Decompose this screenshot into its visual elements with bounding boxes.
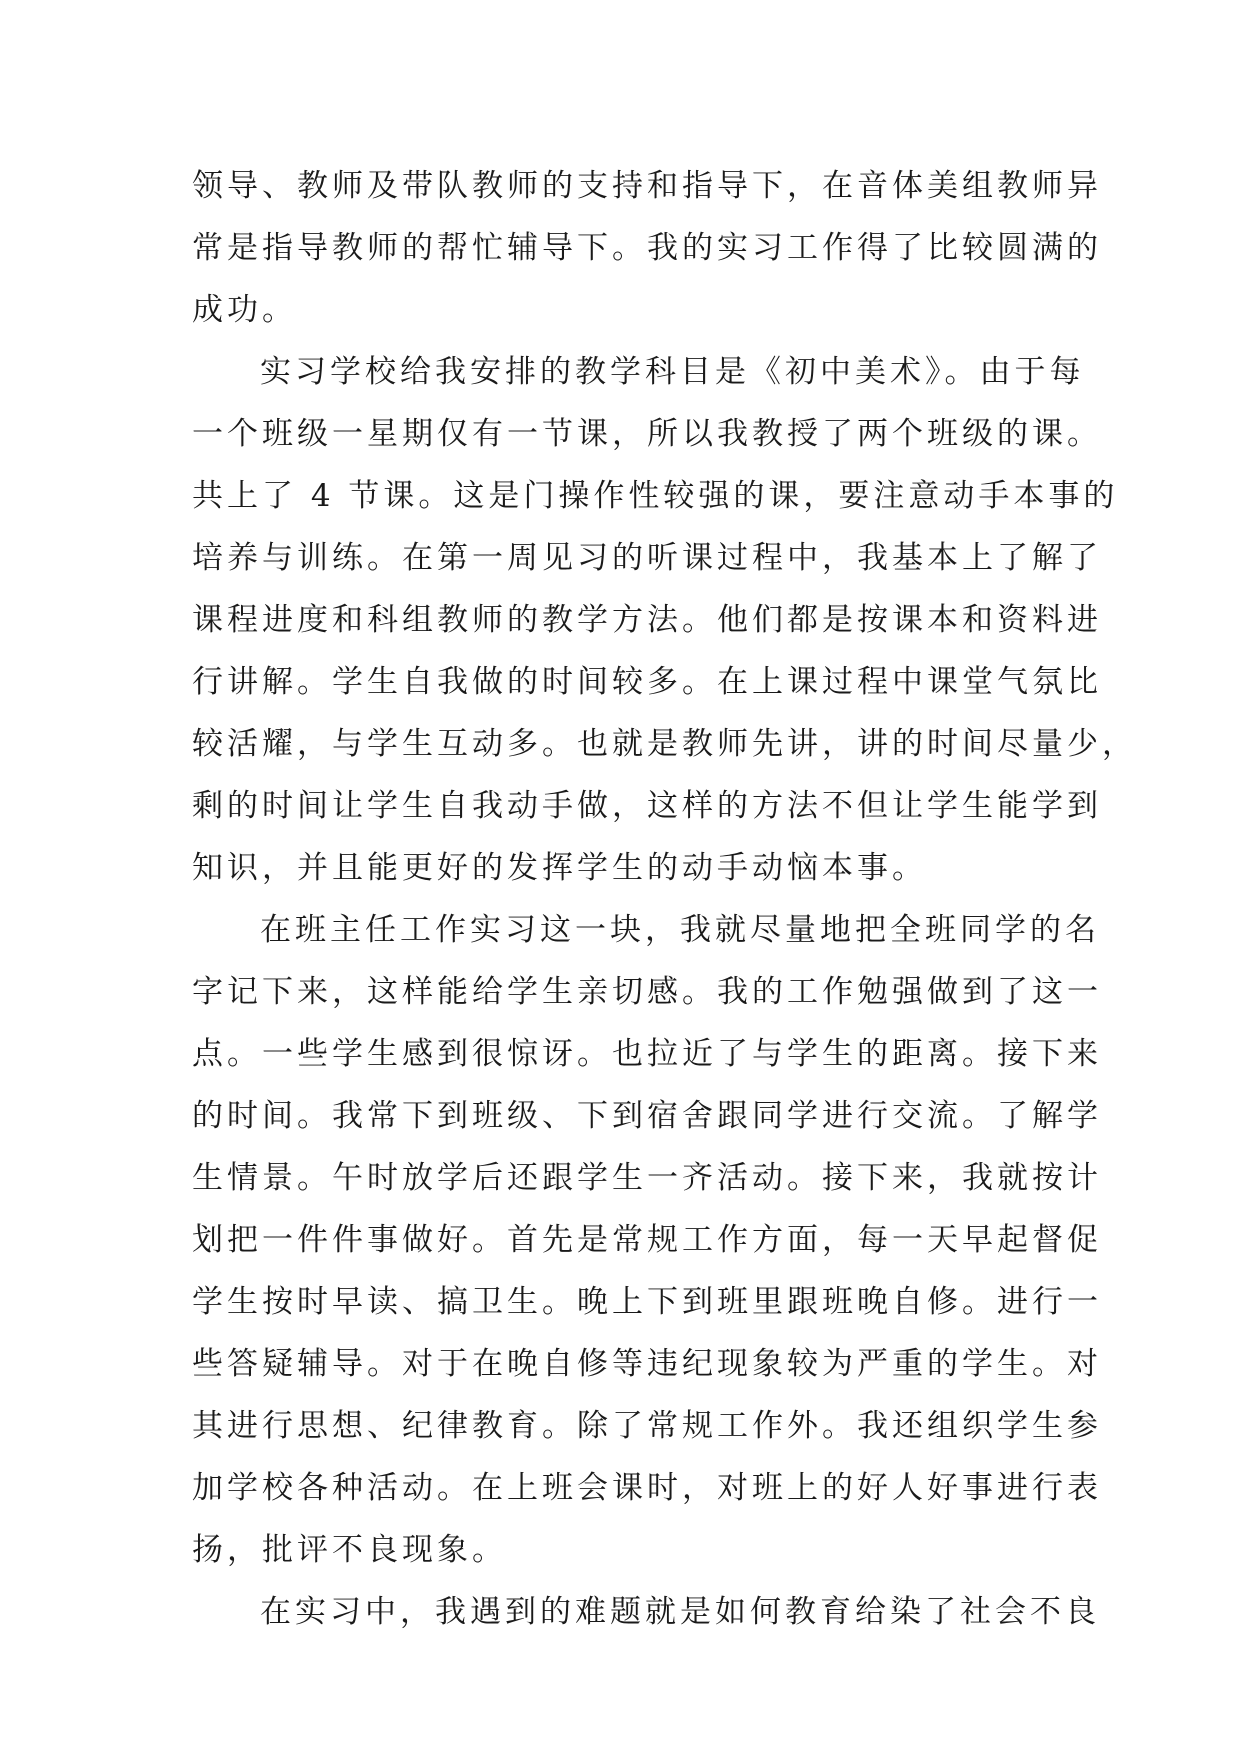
text-line: 字记下来，这样能给学生亲切感。我的工作勉强做到了这一 (192, 974, 1102, 1010)
text-line: 的时间。我常下到班级、下到宿舍跟同学进行交流。了解学 (192, 1098, 1102, 1134)
text-line: 些答疑辅导。对于在晚自修等违纪现象较为严重的学生。对 (192, 1346, 1102, 1382)
text-line: 培养与训练。在第一周见习的听课过程中，我基本上了解了 (192, 540, 1102, 576)
text-line: 成功。 (192, 292, 297, 328)
text-line: 较活耀，与学生互动多。也就是教师先讲，讲的时间尽量少， (192, 726, 1137, 762)
text-line: 划把一件件事做好。首先是常规工作方面，每一天早起督促 (192, 1222, 1102, 1258)
text-line: 加学校各种活动。在上班会课时，对班上的好人好事进行表 (192, 1470, 1102, 1506)
text-line: 扬，批评不良现象。 (192, 1532, 507, 1568)
paragraph-first-line: 在实习中，我遇到的难题就是如何教育给染了社会不良 (260, 1594, 1100, 1630)
text-line: 学生按时早读、搞卫生。晚上下到班里跟班晚自修。进行一 (192, 1284, 1102, 1320)
text-line: 点。一些学生感到很惊讶。也拉近了与学生的距离。接下来 (192, 1036, 1102, 1072)
text-line: 生情景。午时放学后还跟学生一齐活动。接下来，我就按计 (192, 1160, 1102, 1196)
text-line: 课程进度和科组教师的教学方法。他们都是按课本和资料进 (192, 602, 1102, 638)
text-line: 领导、教师及带队教师的支持和指导下，在音体美组教师异 (192, 168, 1102, 204)
text-line: 共上了 4 节课。这是门操作性较强的课，要注意动手本事的 (192, 478, 1119, 514)
document-body-text (192, 155, 1137, 1643)
text-line: 一个班级一星期仅有一节课，所以我教授了两个班级的课。 (192, 416, 1102, 452)
text-line: 其进行思想、纪律教育。除了常规工作外。我还组织学生参 (192, 1408, 1102, 1444)
text-line: 行讲解。学生自我做的时间较多。在上课过程中课堂气氛比 (192, 664, 1102, 700)
text-line: 知识，并且能更好的发挥学生的动手动恼本事。 (192, 850, 927, 886)
text-line: 剩的时间让学生自我动手做，这样的方法不但让学生能学到 (192, 788, 1102, 824)
text-line: 常是指导教师的帮忙辅导下。我的实习工作得了比较圆满的 (192, 230, 1102, 266)
paragraph-first-line: 在班主任工作实习这一块，我就尽量地把全班同学的名 (260, 912, 1100, 948)
paragraph-first-line: 实习学校给我安排的教学科目是《初中美术》。由于每 (260, 354, 1085, 390)
